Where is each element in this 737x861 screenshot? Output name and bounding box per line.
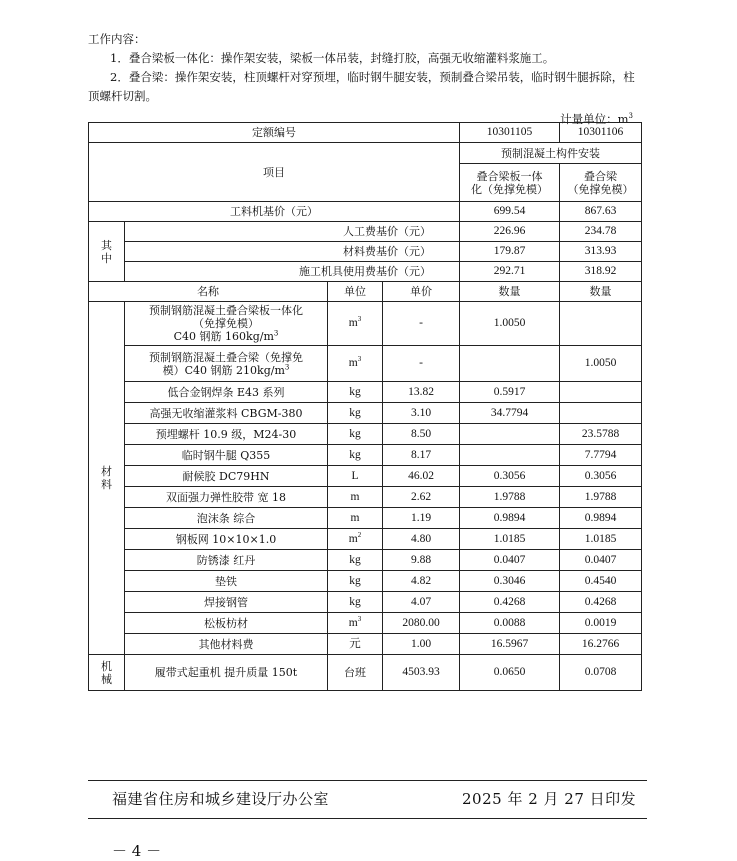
labor-price-2: 234.78 — [560, 222, 642, 242]
material-q2-0 — [560, 382, 642, 403]
col1-header: 叠合梁板一体 化（免撑免模） — [460, 164, 560, 202]
labor-price-label: 人工费基价（元） — [125, 222, 460, 242]
material-price-2: 313.93 — [560, 242, 642, 262]
base-price-2: 867.63 — [560, 202, 642, 222]
material-price-7: 4.80 — [383, 529, 460, 550]
material-q1-8: 0.0407 — [460, 550, 560, 571]
material-unit-multi-1: $m^3$ — [328, 302, 383, 346]
material-unit-11: $m^3$ — [328, 613, 383, 634]
quota-code-2: 10301106 — [560, 123, 642, 143]
material-price-5: 2.62 — [383, 487, 460, 508]
material-q1-9: 0.3046 — [460, 571, 560, 592]
material-q1-7: 1.0185 — [460, 529, 560, 550]
material-name-9: 垫铁 — [125, 571, 328, 592]
material-unit-multi-2: $m^3$ — [328, 346, 383, 382]
material-q1-4: 0.3056 — [460, 466, 560, 487]
material-unit-4: L — [328, 466, 383, 487]
material-name-3: 临时钢牛腿 Q355 — [125, 445, 328, 466]
material-q1-2 — [460, 424, 560, 445]
res-header-price: 单价 — [383, 282, 460, 302]
material-unit-10: kg — [328, 592, 383, 613]
material-price-1: 179.87 — [460, 242, 560, 262]
material-name-12: 其他材料费 — [125, 634, 328, 655]
footer-rule-top — [88, 780, 647, 781]
material-q1-multi-2 — [460, 346, 560, 382]
material-price-3: 8.17 — [383, 445, 460, 466]
base-price-label: 工料机基价（元） — [89, 202, 460, 222]
material-q2-10: 0.4268 — [560, 592, 642, 613]
material-price-4: 46.02 — [383, 466, 460, 487]
material-unit-12: 元 — [328, 634, 383, 655]
material-unit-5: m — [328, 487, 383, 508]
materials-label: 材 料 — [89, 302, 125, 655]
col2-header: 叠合梁 （免撑免模） — [560, 164, 642, 202]
material-name-8: 防锈漆 红丹 — [125, 550, 328, 571]
material-name-1: 高强无收缩灌浆料 CBGM-380 — [125, 403, 328, 424]
material-name-multi-2: 预制钢筋混凝土叠合梁（免撑免 模）C40 钢筋 $210kg/m^3$ — [125, 346, 328, 382]
quota-code-1: 10301105 — [460, 123, 560, 143]
material-q2-3: 7.7794 — [560, 445, 642, 466]
material-price-2: 8.50 — [383, 424, 460, 445]
machinery-price: 4503.93 — [383, 655, 460, 691]
material-q2-6: 0.9894 — [560, 508, 642, 529]
machinery-price-2: 318.92 — [560, 262, 642, 282]
measurement-unit: 计量单位：$m^3$ — [560, 112, 633, 126]
material-q2-4: 0.3056 — [560, 466, 642, 487]
material-q1-10: 0.4268 — [460, 592, 560, 613]
among-label: 其 中 — [89, 222, 125, 282]
material-q2-8: 0.0407 — [560, 550, 642, 571]
material-unit-3: kg — [328, 445, 383, 466]
machinery-price-1: 292.71 — [460, 262, 560, 282]
material-q1-1: 34.7794 — [460, 403, 560, 424]
footer-date: 2025 年 2 月 27 日印发 — [462, 790, 637, 808]
material-price-11: 2080.00 — [383, 613, 460, 634]
material-q2-9: 0.4540 — [560, 571, 642, 592]
material-q1-multi-1: 1.0050 — [460, 302, 560, 346]
material-q1-3 — [460, 445, 560, 466]
material-name-4: 耐候胶 DC79HN — [125, 466, 328, 487]
material-name-10: 焊接钢管 — [125, 592, 328, 613]
material-unit-2: kg — [328, 424, 383, 445]
group-header: 预制混凝土构件安装 — [460, 143, 642, 164]
material-price-12: 1.00 — [383, 634, 460, 655]
work-content-title: 工作内容： — [88, 32, 146, 46]
material-q1-11: 0.0088 — [460, 613, 560, 634]
material-price-multi-1: - — [383, 302, 460, 346]
material-price-8: 9.88 — [383, 550, 460, 571]
material-q2-multi-1 — [560, 302, 642, 346]
footer-issuer: 福建省住房和城乡建设厅办公室 — [112, 790, 330, 808]
material-name-multi-1: 预制钢筋混凝土叠合梁板一体化 （免撑免模） C40 钢筋 $160kg/m^3$ — [125, 302, 328, 346]
material-price-multi-2: - — [383, 346, 460, 382]
material-unit-9: kg — [328, 571, 383, 592]
material-price-0: 13.82 — [383, 382, 460, 403]
base-price-1: 699.54 — [460, 202, 560, 222]
material-q2-12: 16.2766 — [560, 634, 642, 655]
res-header-qty1: 数量 — [460, 282, 560, 302]
material-name-2: 预埋螺杆 10.9 级，M24-30 — [125, 424, 328, 445]
material-name-6: 泡沫条 综合 — [125, 508, 328, 529]
material-q2-5: 1.9788 — [560, 487, 642, 508]
machinery-label: 机 械 — [89, 655, 125, 691]
footer-rule-bottom — [88, 818, 647, 819]
material-q2-7: 1.0185 — [560, 529, 642, 550]
material-q2-2: 23.5788 — [560, 424, 642, 445]
item-label: 项目 — [89, 143, 460, 202]
work-item-2: 2．叠合梁：操作架安装，柱顶螺杆对穿预埋，临时钢牛腿安装，预制叠合梁吊装，临时钢牛腿拆除，柱顶螺杆切割。 — [88, 70, 635, 103]
machinery-q2: 0.0708 — [560, 655, 642, 691]
material-price-10: 4.07 — [383, 592, 460, 613]
work-item-1: 1．叠合梁板一体化：操作架安装，梁板一体吊装，封缝打胶，高强无收缩灌料浆施工。 — [110, 51, 555, 65]
material-name-11: 松板枋材 — [125, 613, 328, 634]
material-unit-0: kg — [328, 382, 383, 403]
machinery-unit: 台班 — [328, 655, 383, 691]
material-q1-12: 16.5967 — [460, 634, 560, 655]
material-name-0: 低合金钢焊条 E43 系列 — [125, 382, 328, 403]
material-unit-1: kg — [328, 403, 383, 424]
material-q2-11: 0.0019 — [560, 613, 642, 634]
material-name-5: 双面强力弹性胶带 宽 18 — [125, 487, 328, 508]
page-number: － 4 － — [112, 842, 162, 860]
material-q1-5: 1.9788 — [460, 487, 560, 508]
quota-table — [88, 122, 642, 691]
work-content — [88, 30, 641, 127]
material-price-9: 4.82 — [383, 571, 460, 592]
machinery-name: 履带式起重机 提升质量 150t — [125, 655, 328, 691]
res-header-unit: 单位 — [328, 282, 383, 302]
material-unit-8: kg — [328, 550, 383, 571]
labor-price-1: 226.96 — [460, 222, 560, 242]
material-unit-7: $m^2$ — [328, 529, 383, 550]
res-header-name: 名称 — [89, 282, 328, 302]
material-name-7: 钢板网 10×10×1.0 — [125, 529, 328, 550]
material-unit-6: m — [328, 508, 383, 529]
material-q1-6: 0.9894 — [460, 508, 560, 529]
material-price-6: 1.19 — [383, 508, 460, 529]
machinery-q1: 0.0650 — [460, 655, 560, 691]
quota-no-label: 定额编号 — [89, 123, 460, 143]
material-q2-1 — [560, 403, 642, 424]
res-header-qty2: 数量 — [560, 282, 642, 302]
material-price-1: 3.10 — [383, 403, 460, 424]
material-price-label: 材料费基价（元） — [125, 242, 460, 262]
material-q1-0: 0.5917 — [460, 382, 560, 403]
material-q2-multi-2: 1.0050 — [560, 346, 642, 382]
machinery-price-label: 施工机具使用费基价（元） — [125, 262, 460, 282]
